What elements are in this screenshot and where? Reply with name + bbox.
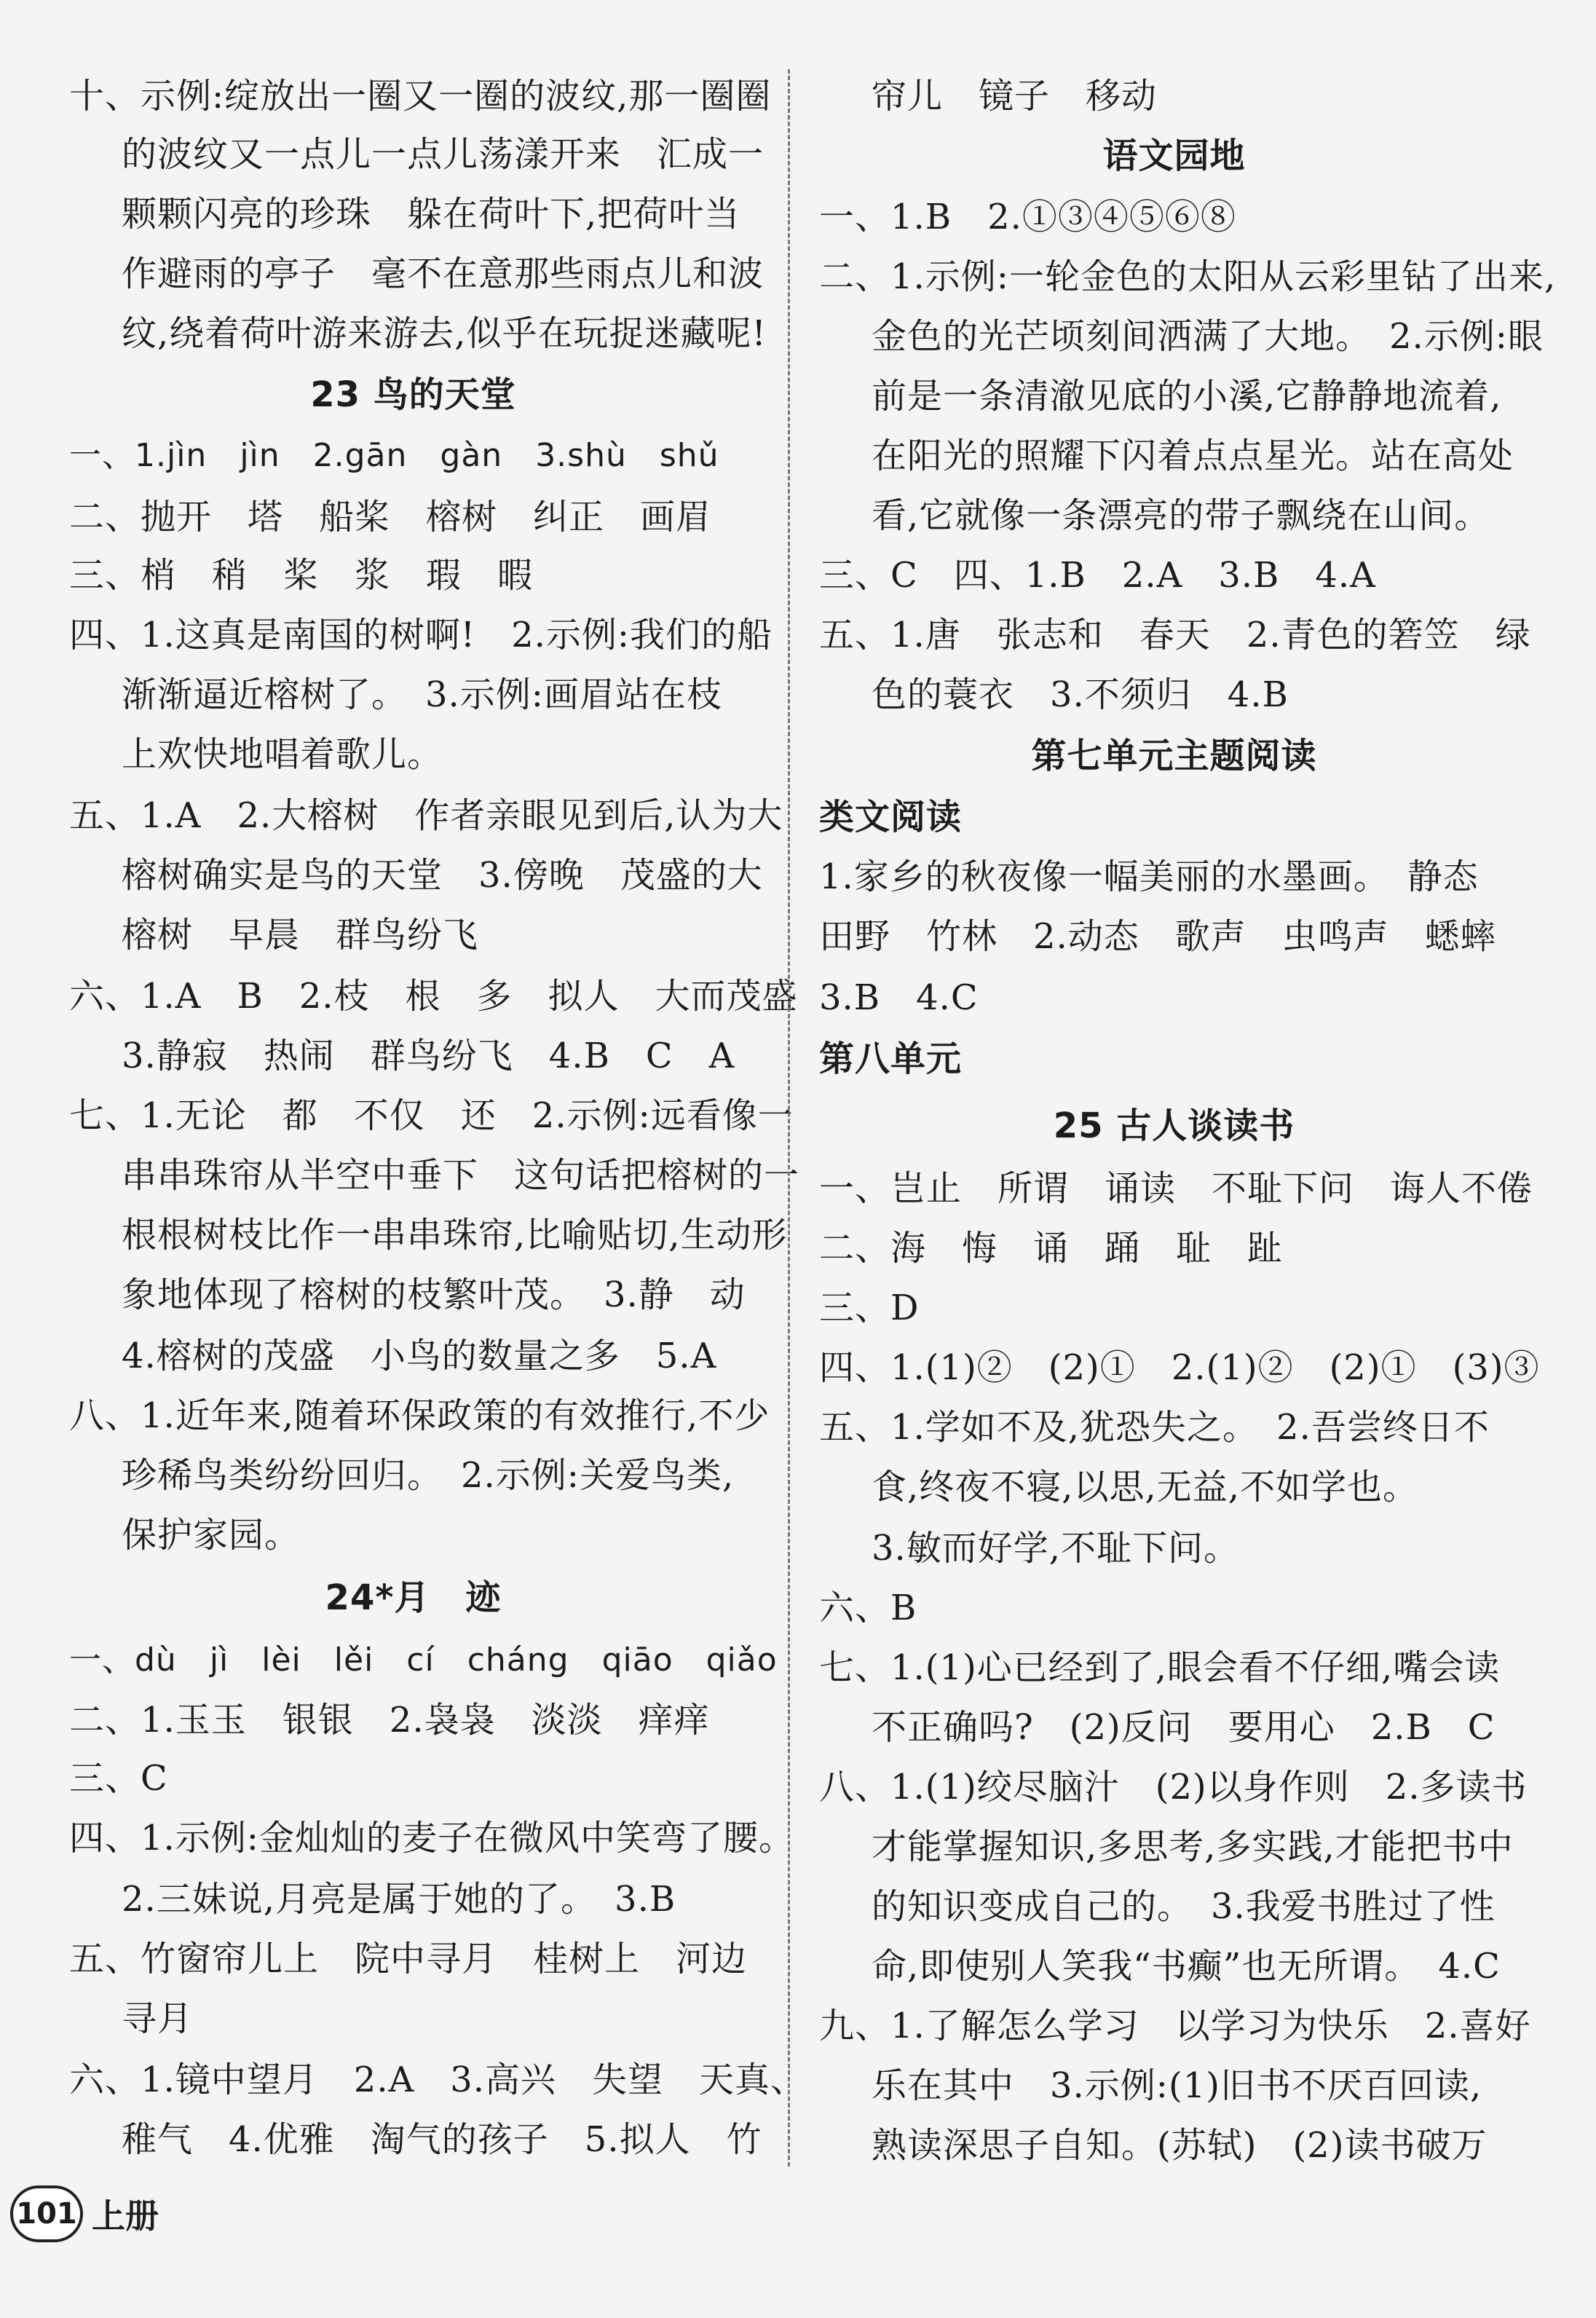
- answer-line: 二、海 悔 诵 踊 耻 趾: [819, 1228, 1284, 1269]
- answer-line: 二、抛开 塔 船桨 榕树 纠正 画眉: [69, 497, 712, 537]
- answer-line: 四、1.示例:金灿灿的麦子在微风中笑弯了腰。: [69, 1818, 794, 1858]
- section-heading: 第七单元主题阅读: [1031, 736, 1317, 776]
- answer-line: 榕树确实是鸟的天堂 3.傍晚 茂盛的大: [122, 855, 763, 896]
- answer-line: 八、1.近年来,随着环保政策的有效推行,不少: [69, 1395, 770, 1436]
- answer-line: 田野 竹林 2.动态 歌声 虫鸣声 蟋蟀: [819, 916, 1496, 957]
- answer-line: 颗颗闪亮的珍珠 躲在荷叶下,把荷叶当: [122, 194, 740, 234]
- answer-line: 看,它就像一条漂亮的带子飘绕在山间。: [872, 495, 1490, 536]
- answer-line: 在阳光的照耀下闪着点点星光。站在高处: [872, 435, 1514, 476]
- section-heading: 24*月 迹: [325, 1577, 502, 1618]
- answer-line: 三、D: [819, 1288, 920, 1328]
- answer-line: 根根树枝比作一串串珠帘,比喻贴切,生动形: [122, 1215, 788, 1255]
- answer-line: 渐渐逼近榕树了。 3.示例:画眉站在枝: [122, 674, 722, 715]
- answer-line: 乐在其中 3.示例:(1)旧书不厌百回读,: [872, 2065, 1482, 2106]
- answer-line: 色的蓑衣 3.不须归 4.B: [872, 674, 1289, 715]
- answer-line: 三、C: [69, 1758, 168, 1799]
- answer-line: 金色的光芒顷刻间洒满了大地。 2.示例:眼: [872, 316, 1544, 357]
- section-heading: 第八单元: [819, 1038, 963, 1079]
- section-heading: 25 古人谈读书: [1053, 1105, 1295, 1146]
- answer-line: 一、dù jì lèi lěi cí cháng qiāo qiǎo: [69, 1641, 778, 1679]
- section-heading: 类文阅读: [819, 797, 963, 837]
- page-number: 101: [10, 2185, 83, 2242]
- answer-line: 象地体现了榕树的枝繁叶茂。 3.静 动: [122, 1274, 746, 1315]
- answer-line: 纹,绕着荷叶游来游去,似乎在玩捉迷藏呢!: [122, 313, 767, 354]
- answer-line: 榕树 早晨 群鸟纷飞: [122, 915, 479, 955]
- answer-line: 七、1.无论 都 不仅 还 2.示例:远看像一: [69, 1095, 794, 1136]
- answer-line: 1.家乡的秋夜像一幅美丽的水墨画。 静态: [819, 856, 1479, 897]
- answer-line: 六、1.A B 2.枝 根 多 拟人 大而茂盛: [69, 976, 798, 1017]
- answer-line: 一、岂止 所谓 诵读 不耻下问 诲人不倦: [819, 1168, 1533, 1209]
- answer-line: 三、梢 稍 桨 浆 瑕 暇: [69, 555, 534, 596]
- answer-line: 稚气 4.优雅 淘气的孩子 5.拟人 竹: [122, 2119, 762, 2160]
- answer-line: 3.静寂 热闹 群鸟纷飞 4.B C A: [122, 1036, 735, 1076]
- book-volume-label: 上册: [92, 2196, 159, 2236]
- answer-line: 寻月: [122, 1998, 194, 2039]
- answer-line: 不正确吗? (2)反问 要用心 2.B C: [872, 1707, 1496, 1748]
- answer-line: 珍稀鸟类纷纷回归。 2.示例:关爱鸟类,: [122, 1455, 735, 1496]
- answer-line: 作避雨的亭子 毫不在意那些雨点儿和波: [122, 253, 765, 294]
- answer-line: 五、竹窗帘儿上 院中寻月 桂树上 河边: [69, 1939, 748, 1979]
- answer-line: 一、1.B 2.①③④⑤⑥⑧: [819, 197, 1236, 237]
- answer-line: 熟读深思子自知。(苏轼) (2)读书破万: [872, 2125, 1488, 2166]
- section-heading: 23 鸟的天堂: [310, 374, 516, 415]
- answer-line: 二、1.示例:一轮金色的太阳从云彩里钻了出来,: [819, 256, 1557, 297]
- answer-line: 七、1.(1)心已经到了,眼会看不仔细,嘴会读: [819, 1647, 1501, 1688]
- answer-line: 前是一条清澈见底的小溪,它静静地流着,: [872, 376, 1502, 417]
- answer-line: 3.B 4.C: [819, 977, 979, 1018]
- answer-line: 命,即使别人笑我“书癫”也无所谓。 4.C: [872, 1946, 1501, 1987]
- section-heading: 语文园地: [1102, 135, 1246, 176]
- answer-line: 保护家园。: [122, 1515, 301, 1556]
- answer-line: 四、1.这真是南国的树啊! 2.示例:我们的船: [69, 615, 773, 655]
- answer-line: 的知识变成自己的。 3.我爱书胜过了性: [872, 1886, 1496, 1927]
- page-footer: [10, 2177, 159, 2250]
- answer-line: 上欢快地唱着歌儿。: [122, 734, 443, 775]
- answer-line: 串串珠帘从半空中垂下 这句话把榕树的一: [122, 1155, 800, 1196]
- answer-line: 3.敏而好学,不耻下问。: [872, 1528, 1240, 1569]
- answer-line: 五、1.唐 张志和 春天 2.青色的箬笠 绿: [819, 615, 1531, 655]
- answer-line: 的波纹又一点儿一点儿荡漾开来 汇成一: [122, 134, 765, 175]
- answer-line: 三、C 四、1.B 2.A 3.B 4.A: [819, 555, 1376, 596]
- answer-line: 八、1.(1)绞尽脑汁 (2)以身作则 2.多读书: [819, 1767, 1528, 1808]
- column-divider: [788, 69, 790, 2167]
- answer-line: 十、示例:绽放出一圈又一圈的波纹,那一圈圈: [69, 76, 772, 117]
- answer-line: 食,终夜不寝,以思,无益,不如学也。: [872, 1467, 1419, 1507]
- answer-line: 四、1.(1)② (2)① 2.(1)② (2)① (3)③: [819, 1347, 1540, 1388]
- answer-line: 帘儿 镜子 移动: [872, 76, 1158, 117]
- answer-line: 才能掌握知识,多思考,多实践,才能把书中: [872, 1826, 1514, 1867]
- answer-line: 五、1.A 2.大榕树 作者亲眼见到后,认为大: [69, 795, 783, 836]
- answer-line: 六、B: [819, 1588, 917, 1628]
- answer-line: 4.榕树的茂盛 小鸟的数量之多 5.A: [122, 1336, 717, 1376]
- answer-line: 2.三妹说,月亮是属于她的了。 3.B: [122, 1879, 676, 1920]
- answer-line: 一、1.jìn jìn 2.gān gàn 3.shù shǔ: [69, 437, 719, 474]
- answer-line: 二、1.玉玉 银银 2.袅袅 淡淡 痒痒: [69, 1700, 710, 1741]
- answer-line: 九、1.了解怎么学习 以学习为快乐 2.喜好: [819, 2006, 1531, 2046]
- answer-line: 六、1.镜中望月 2.A 3.高兴 失望 天真、: [69, 2059, 807, 2100]
- answer-line: 五、1.学如不及,犹恐失之。 2.吾尝终日不: [819, 1407, 1490, 1448]
